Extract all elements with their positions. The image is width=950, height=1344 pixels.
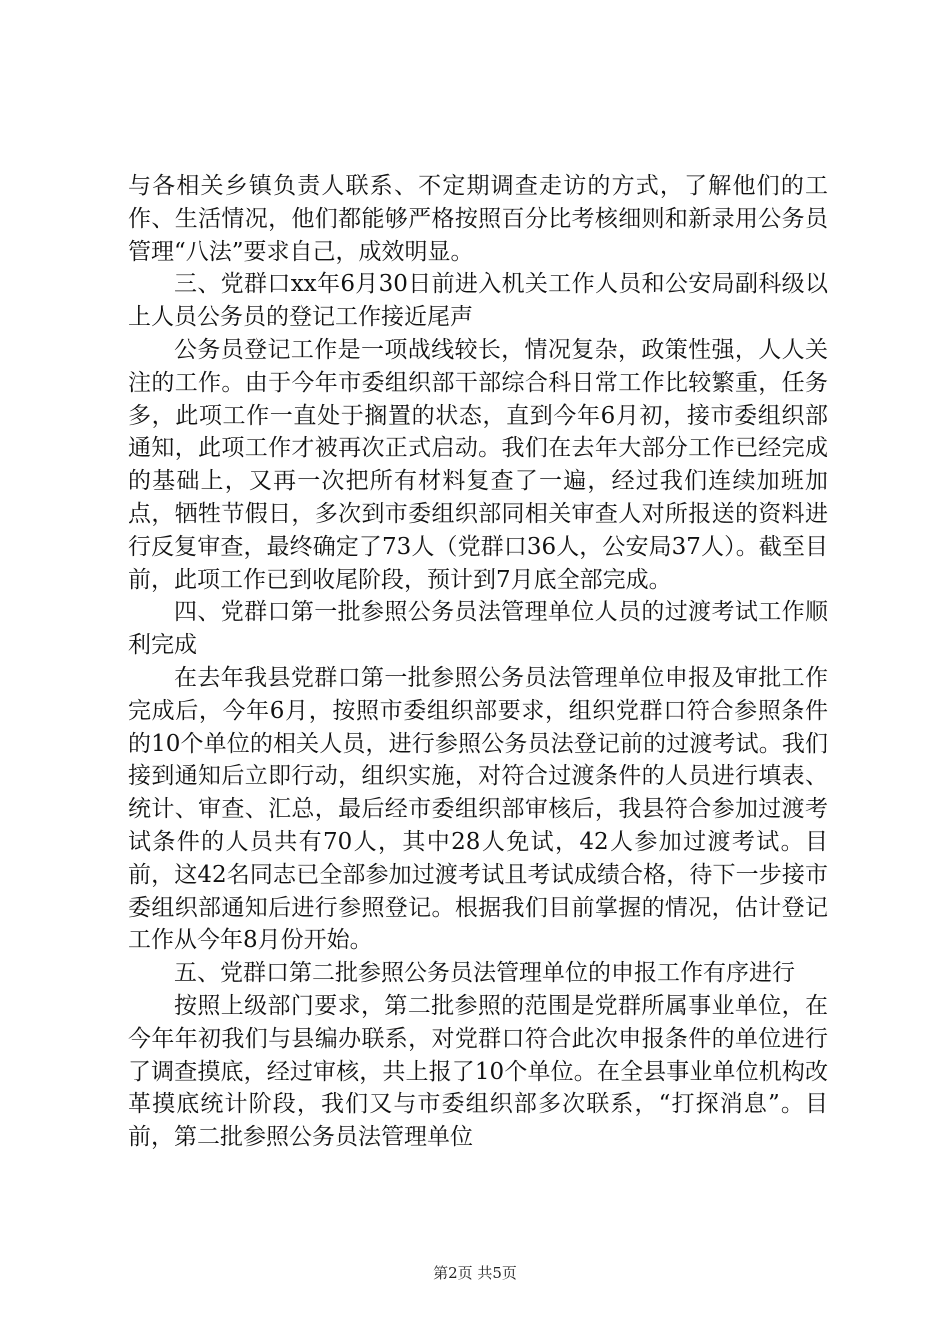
page-footer: 第2页 共5页 xyxy=(433,1264,517,1282)
paragraph-1: 与各相关乡镇负责人联系、不定期调查走访的方式，了解他们的工作、生活情况，他们都能够严格按照百分比考核细则和新录用公务员管理“八法”要求自己，成效明显。 xyxy=(128,173,828,265)
section-heading-4: 四、党群口第一批参照公务员法管理单位人员的过渡考试工作顺利完成 xyxy=(128,599,828,659)
section-heading-5: 五、党群口第二批参照公务员法管理单位的申报工作有序进行 xyxy=(174,960,795,987)
section-heading-3: 三、党群口xx年6月30日前进入机关工作人员和公安局副科级以上人员公务员的登记工作接近尾声 xyxy=(128,271,828,331)
paragraph-5: 按照上级部门要求，第二批参照的范围是党群所属事业单位，在今年年初我们与县编办联系，对党群口符合此次申报条件的单位进行了调查摸底，经过审核，共上报了10个单位。在全县事业单位机构改革摸底统计阶段，我们又与市委组织部多次联系，“打探消息”。目前，第二批参照公务员法管理单位 xyxy=(128,992,828,1151)
paragraph-3: 公务员登记工作是一项战线较长，情况复杂，政策性强，人人关注的工作。由于今年市委组织部干部综合科日常工作比较繁重，任务多，此项工作一直处于搁置的状态，直到今年6月初，接市委组织部通知，此项工作才被再次正式启动。我们在去年大部分工作已经完成的基础上，又再一次把所有材料复查了一遍，经过我们连续加班加点，牺牲节假日，多次到市委组织部同相关审查人对所报送的资料进行反复审查，最终确定了73人（党群口36人，公安局37人）。截至目前，此项工作已到收尾阶段，预计到7月底全部完成。 xyxy=(128,336,828,593)
document-body xyxy=(128,170,828,1154)
paragraph-4: 在去年我县党群口第一批参照公务员法管理单位申报及审批工作完成后，今年6月，按照市委组织部要求，组织党群口符合参照条件的10个单位的相关人员，进行参照公务员法登记前的过渡考试。我们接到通知后立即行动，组织实施，对符合过渡条件的人员进行填表、统计、审查、汇总，最后经市委组织部审核后，我县符合参加过渡考试条件的人员共有70人，其中28人免试，42人参加过渡考试。目前，这42名同志已全部参加过渡考试且考试成绩合格，待下一步接市委组织部通知后进行参照登记。根据我们目前掌握的情况，估计登记工作从今年8月份开始。 xyxy=(128,664,828,954)
